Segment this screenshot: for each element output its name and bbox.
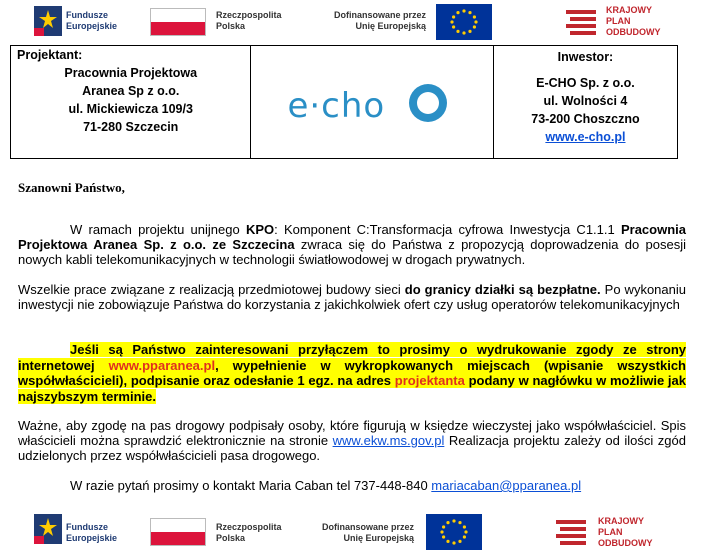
projektant-line-2: Aranea Sp z o.o. (82, 84, 180, 98)
paragraph-2 (18, 282, 686, 312)
projektant-label: Projektant: (17, 48, 83, 62)
p2-free: do granicy działki są bezpłatne. (404, 282, 601, 297)
p3-text-a: Jeśli są Państwo zainteresowani przyłączem to prosimy o wydrukowanie zgody ze strony internetowej (18, 342, 686, 373)
p1-kpo: KPO (245, 222, 275, 237)
kpo-line-1: KRAJOWY (598, 516, 645, 526)
inwestor-line-2: ul. Wolności 4 (543, 94, 628, 108)
p2-text-c: Po wykonaniu inwestycji nie zobowiązuje Państwa do korzystania z jakichkolwiek ofert czy usług operatorów telekomunikacyjnych (18, 282, 686, 312)
fe-line-1: Fundusze (66, 10, 108, 20)
kpo-stripes-icon (566, 8, 596, 36)
p1-text-c: : Komponent C:Transformacja cyfrowa Inwestycja C1.1.1 (274, 222, 621, 237)
fe-star-icon (34, 6, 62, 36)
echo-logo (257, 72, 486, 132)
eu-flag-icon (426, 514, 482, 550)
paragraph-5 (18, 478, 686, 493)
fe-line-2: Europejskie (66, 21, 118, 31)
p3-projektant: projektanta (394, 373, 465, 388)
eu-flag-icon (436, 4, 492, 40)
p1-text-e: zwraca się do Państwa z propozycją doprowadzenia do posesji nowych kabli telekomunikacyjnych w technologii światłowodowej w drogach prywatnych. (18, 237, 687, 267)
poland-flag-icon (150, 8, 206, 36)
p3-website[interactable]: www.pparanea.pl (108, 357, 216, 373)
top-logo-bar (0, 2, 704, 42)
p4-ekw-link[interactable]: www.ekw.ms.gov.pl (332, 433, 445, 448)
p4-text-c: Realizacja projektu zależy od ilości zgód udzielonych przez współwłaścicieli pasa drogowego. (18, 433, 686, 463)
poland-flag-icon (150, 518, 206, 546)
eu-line-2: Unię Europejską (355, 21, 426, 31)
inwestor-label: Inwestor: (557, 50, 614, 64)
inwestor-line-3: 73-200 Choszczno (531, 112, 640, 126)
eu-line-1: Dofinansowane przez (333, 10, 426, 20)
bottom-logo-bar (0, 510, 704, 550)
greeting: Szanowni Państwo, (18, 180, 125, 195)
pl-line-2: Polska (216, 533, 246, 543)
echo-logo-cell (251, 46, 493, 159)
pl-line-2: Polska (216, 21, 246, 31)
fe-star-icon (34, 514, 62, 544)
p4-text-a: Ważne, aby zgodę na pas drogowy podpisały osoby, które figurują w księdze wieczystej jako współwłaściciel. Spis właścicieli można sprawdzić elektronicznie na stronie (18, 418, 686, 448)
inwestor-website-link[interactable]: www.e-cho.pl (545, 130, 626, 144)
p1-text-a: W ramach projektu unijnego (70, 222, 246, 237)
eu-line-2: Unię Europejską (343, 533, 414, 543)
projektant-line-4: 71-280 Szczecin (83, 120, 179, 134)
projektant-cell (11, 46, 251, 159)
pl-line-1: Rzeczpospolita (216, 10, 282, 20)
kpo-line-2: PLAN (598, 527, 623, 537)
echo-logo-text: e·cho (287, 86, 386, 126)
kpo-line-3: ODBUDOWY (598, 538, 653, 548)
paragraph-4 (18, 418, 686, 463)
inwestor-line-1: E-CHO Sp. z o.o. (536, 76, 635, 90)
fe-line-1: Fundusze (66, 522, 108, 532)
paragraph-3 (18, 342, 686, 404)
echo-o-icon (407, 82, 451, 124)
header-table (10, 45, 678, 159)
eu-line-1: Dofinansowane przez (321, 522, 414, 532)
pl-line-1: Rzeczpospolita (216, 522, 282, 532)
kpo-line-2: PLAN (606, 16, 631, 26)
projektant-line-1: Pracownia Projektowa (64, 66, 198, 80)
fe-line-2: Europejskie (66, 533, 118, 543)
p5-email-link[interactable]: mariacaban@pparanea.pl (431, 478, 582, 493)
p2-text-a: Wszelkie prace związane z realizacją przedmiotowej budowy sieci (18, 282, 405, 297)
kpo-line-1: KRAJOWY (606, 5, 653, 15)
p5-text-a: W razie pytań prosimy o kontakt Maria Caban tel 737-448-840 (70, 478, 432, 493)
kpo-stripes-icon (556, 518, 586, 546)
p3-text-e: podany w nagłówku w możliwie jak najszybszym terminie. (18, 373, 686, 404)
paragraph-1 (18, 222, 686, 267)
p3-text-c: , wypełnienie w wykropkowanych miejscach (wpisanie wszystkich współwłaścicieli), podpisanie oraz odesłanie 1 egz. na adres (18, 357, 686, 388)
p1-company: Pracownia Projektowa Aranea Sp. z o.o. ze Szczecina (18, 222, 686, 252)
projektant-line-3: ul. Mickiewicza 109/3 (68, 102, 193, 116)
inwestor-cell (493, 46, 677, 159)
kpo-line-3: ODBUDOWY (606, 27, 661, 37)
